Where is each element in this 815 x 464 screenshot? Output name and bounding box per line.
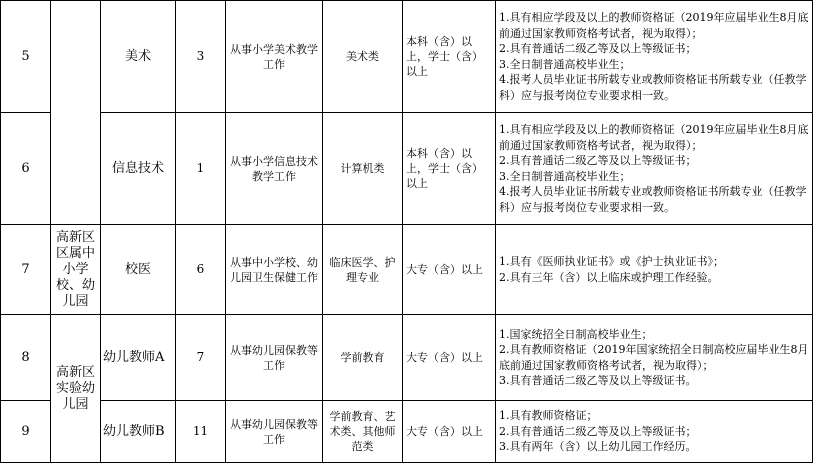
major-requirement: 学前教育 — [323, 315, 403, 401]
requirement-item: 3.具有两年（含）以上幼儿园工作经历。 — [499, 440, 697, 454]
education-requirement: 大专（含）以上 — [403, 401, 496, 463]
unit-cell-empty — [51, 1, 101, 225]
other-requirements — [496, 225, 813, 315]
position-count: 11 — [176, 401, 226, 463]
table-row — [1, 113, 813, 225]
requirement-item: 3.全日制普通高校毕业生； — [499, 57, 631, 71]
education-requirement: 本科（含）以上，学士（含）以上 — [403, 1, 496, 113]
work-scope: 从事小学美术教学工作 — [226, 1, 323, 113]
row-number: 6 — [1, 113, 51, 225]
major-requirement: 计算机类 — [323, 113, 403, 225]
row-number: 9 — [1, 401, 51, 463]
major-requirement: 临床医学、护理专业 — [323, 225, 403, 315]
row-number: 7 — [1, 225, 51, 315]
requirement-item: 2.具有普通话二级乙等及以上等级证书； — [499, 154, 697, 167]
table-row — [1, 315, 813, 401]
requirement-item: 4.报考人员毕业证书所载专业或教师资格证书所载专业（任教学科）应与报考岗位专业要求相一致。 — [499, 73, 807, 102]
major-requirement: 美术类 — [323, 1, 403, 113]
requirement-item: 2.具有普通话二级乙等及以上等级证书； — [499, 424, 697, 438]
requirement-item: 2.具有三年（含）以上临床或护理工作经验。 — [499, 270, 719, 284]
education-requirement: 大专（含）以上 — [403, 225, 496, 315]
requirement-item: 1.具有《医师执业证书》或《护士执业证书》； — [499, 255, 724, 268]
position-name: 信息技术 — [101, 113, 176, 225]
requirement-item: 1.具有相应学段及以上的教师资格证（2019年应届毕业生8月底前通过国家教师资格考试者，视为取得）； — [499, 123, 809, 152]
table-row — [1, 401, 813, 463]
requirement-item: 4.报考人员毕业证书所载专业或教师资格证书所载专业（任教学科）应与报考岗位专业要求相一致。 — [499, 185, 807, 214]
row-number: 8 — [1, 315, 51, 401]
education-requirement: 本科（含）以上，学士（含）以上 — [403, 113, 496, 225]
other-requirements — [496, 113, 813, 225]
position-count: 7 — [176, 315, 226, 401]
other-requirements — [496, 315, 813, 401]
other-requirements — [496, 401, 813, 463]
requirement-item: 2.具有教师资格证（2019年国家统招全日制高校应届毕业生8月底前通过国家教师资格考试者，视为取得）； — [499, 343, 809, 372]
work-scope: 从事幼儿园保教等工作 — [226, 315, 323, 401]
table-row — [1, 1, 813, 113]
major-requirement: 学前教育、艺术类、其他师范类 — [323, 401, 403, 463]
position-name: 美术 — [101, 1, 176, 113]
row-number: 5 — [1, 1, 51, 113]
unit-name: 高新区实验幼儿园 — [51, 315, 101, 463]
requirement-item: 2.具有普通话二级乙等及以上等级证书； — [499, 42, 697, 55]
position-count: 6 — [176, 225, 226, 315]
education-requirement: 大专（含）以上 — [403, 315, 496, 401]
work-scope: 从事中小学校、幼儿园卫生保健工作 — [226, 225, 323, 315]
position-name: 校医 — [101, 225, 176, 315]
work-scope: 从事幼儿园保教等工作 — [226, 401, 323, 463]
position-count: 1 — [176, 113, 226, 225]
position-count: 3 — [176, 1, 226, 113]
table-row — [1, 225, 813, 315]
requirement-item: 1.具有相应学段及以上的教师资格证（2019年应届毕业生8月底前通过国家教师资格考试者，视为取得）； — [499, 11, 809, 40]
other-requirements — [496, 1, 813, 113]
requirement-item: 3.具有普通话二级乙等及以上等级证书。 — [499, 374, 697, 387]
position-name: 幼儿教师A — [101, 315, 176, 401]
requirement-item: 1.具有教师资格证； — [499, 409, 598, 423]
requirement-item: 3.全日制普通高校毕业生； — [499, 169, 631, 183]
unit-name: 高新区区属中小学校、幼儿园 — [51, 225, 101, 315]
requirement-item: 1.国家统招全日制高校毕业生； — [499, 327, 653, 341]
position-name: 幼儿教师B — [101, 401, 176, 463]
work-scope: 从事小学信息技术教学工作 — [226, 113, 323, 225]
